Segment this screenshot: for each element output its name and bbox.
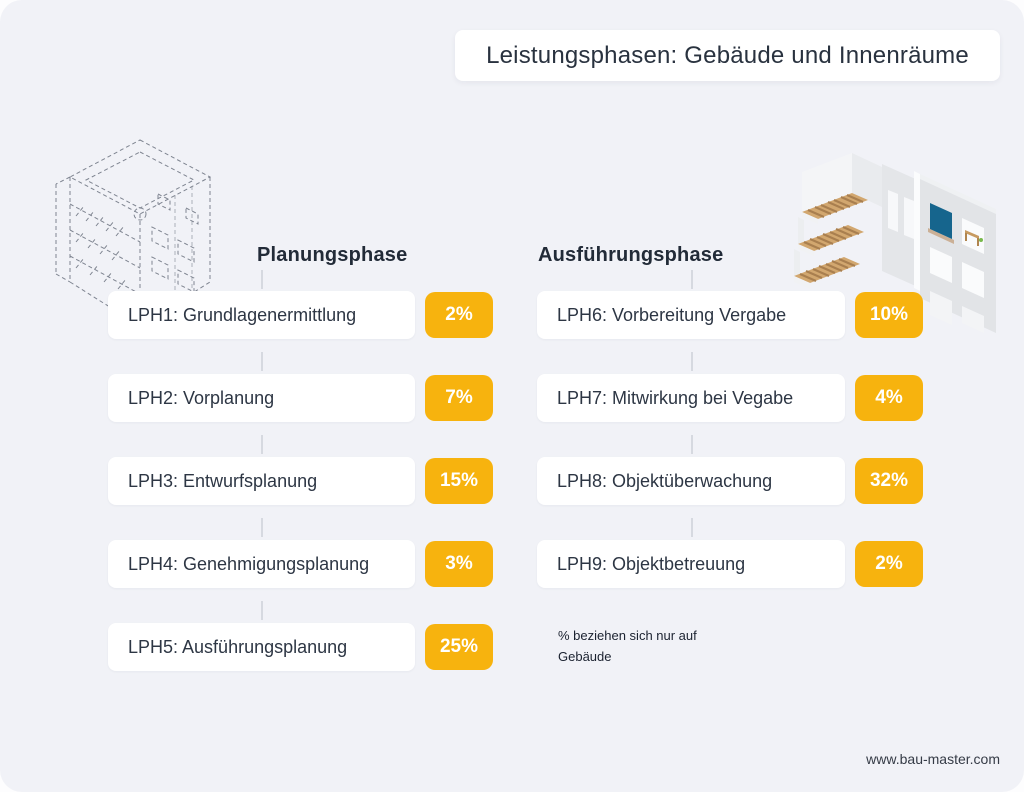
footnote-line-1: % beziehen sich nur auf <box>558 628 697 643</box>
percentage-badge-lph1 <box>425 292 493 338</box>
connector-line <box>261 601 263 620</box>
connector-line <box>691 435 693 454</box>
phase-row-lph6 <box>537 291 845 339</box>
phase-row-lph4 <box>108 540 415 588</box>
phase-label: LPH2: Vorplanung <box>128 387 275 408</box>
percentage-badge-lph6 <box>855 292 923 338</box>
percentage-badge-lph5 <box>425 624 493 670</box>
heading-planungsphase: Planungsphase <box>257 244 408 266</box>
phase-row-lph5 <box>108 623 415 671</box>
percentage-badge-lph4 <box>425 541 493 587</box>
phase-label: LPH8: Objektüberwachung <box>557 470 773 491</box>
website-url: www.bau-master.com <box>866 751 1000 767</box>
phase-row-lph2 <box>108 374 415 422</box>
percentage-value: 2% <box>875 553 903 574</box>
connector-line <box>261 435 263 454</box>
phase-row-lph1 <box>108 291 415 339</box>
phase-row-lph7 <box>537 374 845 422</box>
phase-label: LPH7: Mitwirkung bei Vegabe <box>557 387 794 408</box>
phase-label: LPH1: Grundlagenermittlung <box>128 304 357 325</box>
percentage-badge-lph3 <box>425 458 493 504</box>
percentage-value: 10% <box>869 304 909 325</box>
percentage-value: 2% <box>445 304 473 325</box>
connector-line <box>261 352 263 371</box>
connector-line <box>261 518 263 537</box>
phase-label: LPH4: Genehmigungsplanung <box>128 553 370 574</box>
percentage-value: 3% <box>445 553 473 574</box>
percentage-badge-lph9 <box>855 541 923 587</box>
phase-label: LPH6: Vorbereitung Vergabe <box>557 304 787 325</box>
percentage-value: 7% <box>445 387 473 408</box>
phase-row-lph8 <box>537 457 845 505</box>
percentage-value: 4% <box>875 387 903 408</box>
percentage-value: 32% <box>869 470 909 491</box>
percentage-badge-lph7 <box>855 375 923 421</box>
phase-row-lph3 <box>108 457 415 505</box>
percentage-value: 15% <box>439 470 479 491</box>
footnote-line-2: Gebäude <box>558 648 612 664</box>
phase-label: LPH9: Objektbetreuung <box>557 553 746 574</box>
phase-label: LPH5: Ausführungsplanung <box>128 636 348 657</box>
connector-line <box>691 518 693 537</box>
heading-ausfuehrungsphase: Ausführungsphase <box>538 244 724 266</box>
percentage-badge-lph8 <box>855 458 923 504</box>
percentage-value: 25% <box>439 636 479 657</box>
phase-row-lph9 <box>537 540 845 588</box>
connector-line <box>261 270 263 289</box>
title-card <box>455 30 1000 81</box>
connector-line <box>691 270 693 289</box>
footnote <box>558 626 697 668</box>
page-title: Leistungsphasen: Gebäude und Innenräume <box>486 41 969 69</box>
percentage-badge-lph2 <box>425 375 493 421</box>
phase-label: LPH3: Entwurfsplanung <box>128 470 318 491</box>
connector-line <box>691 352 693 371</box>
